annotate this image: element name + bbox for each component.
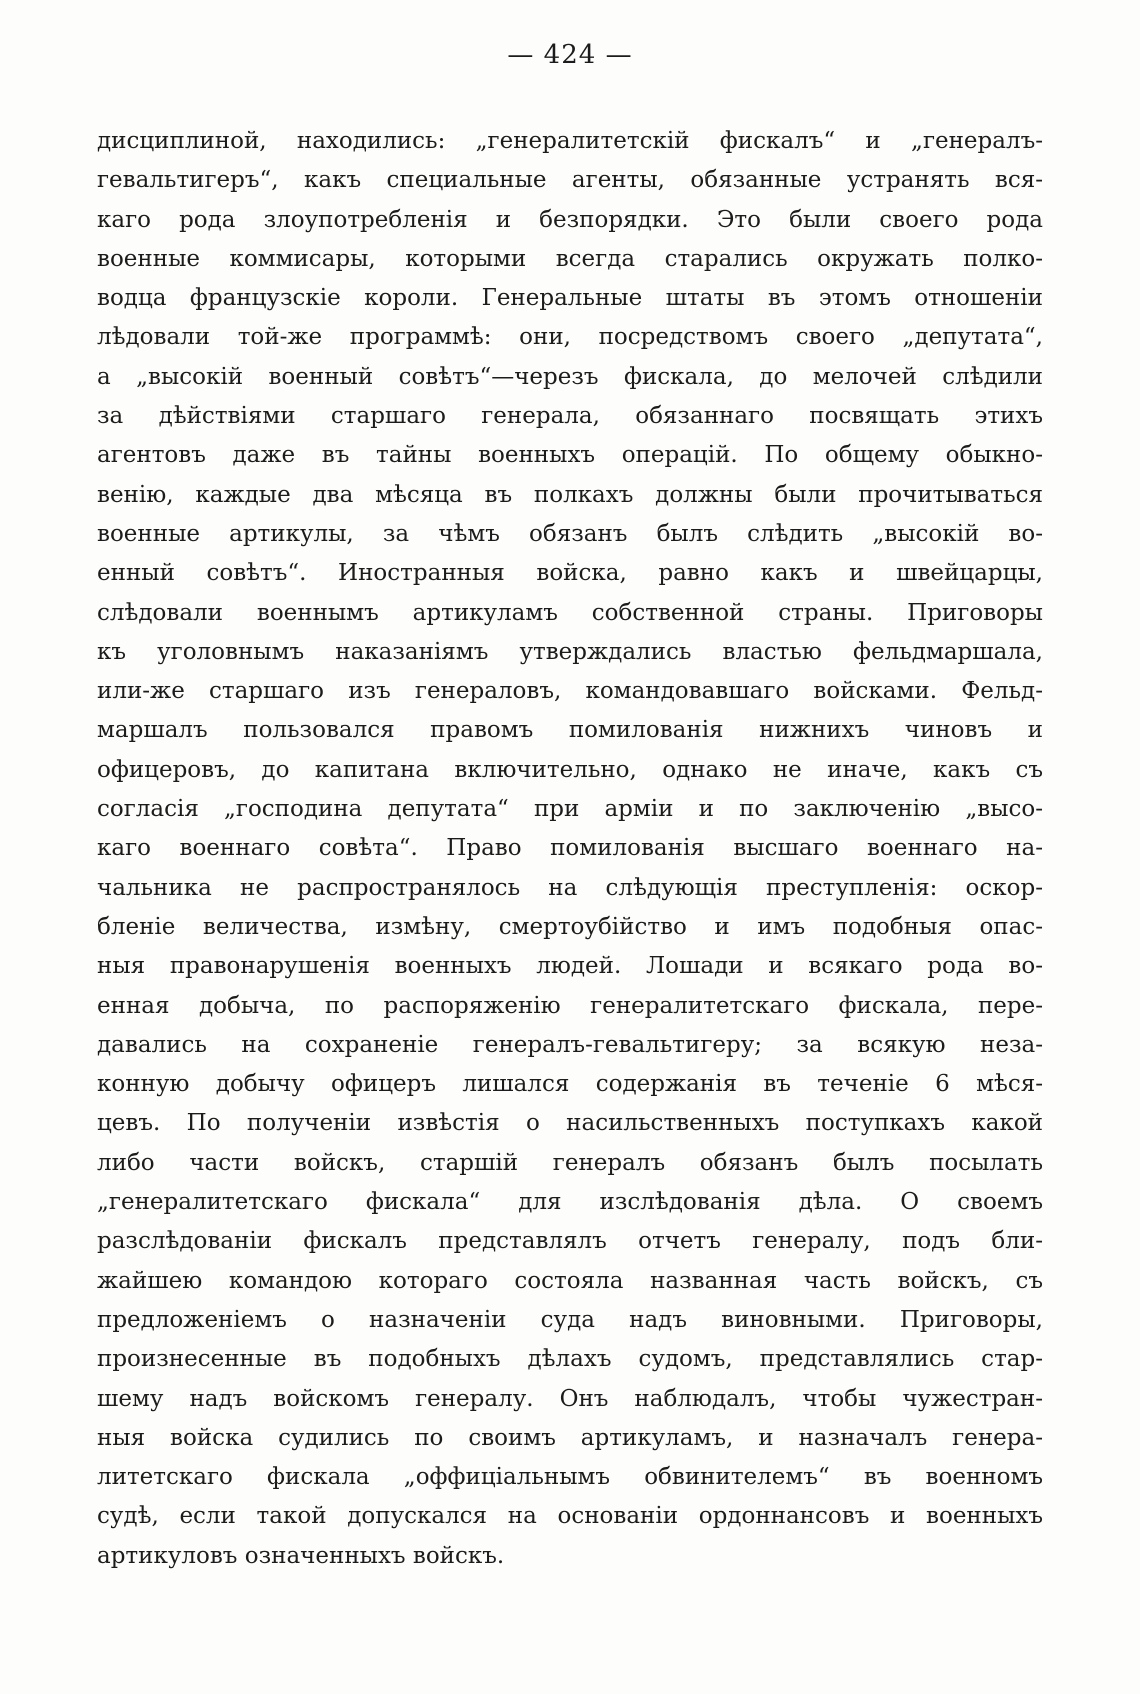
text-line: шему надъ войскомъ генералу. Онъ наблюдалъ, чтобы чужестран- xyxy=(97,1385,1043,1412)
text-line: предложеніемъ о назначеніи суда надъ виновными. Приговоры, xyxy=(97,1306,1043,1333)
text-line: каго военнаго совѣта“. Право помилованія высшаго военнаго на- xyxy=(97,835,1043,862)
text-line: дисциплиной, находились: „генералитетскій фискалъ“ и „генералъ- xyxy=(97,128,1043,154)
text-line: цевъ. По полученіи извѣстія о насильственныхъ поступкахъ какой xyxy=(97,1110,1043,1137)
text-line: енная добыча, по распоряженію генералитетскаго фискала, пере- xyxy=(97,992,1043,1019)
text-line: гевальтигеръ“, какъ специальные агенты, обязанные устранять вся- xyxy=(97,167,1043,194)
text-line: судѣ, если такой допускался на основаніи ордоннансовъ и военныхъ xyxy=(97,1503,1043,1530)
text-line: бленіе величества, измѣну, смертоубійство и имъ подобныя опас- xyxy=(97,913,1043,940)
text-line: енный совѣтъ“. Иностранныя войска, равно какъ и швейцарцы, xyxy=(97,560,1043,587)
text-line: или-же старшаго изъ генераловъ, командовавшаго войсками. Фельд- xyxy=(97,678,1043,705)
text-line-last: артикуловъ означенныхъ войскъ. xyxy=(97,1542,505,1569)
text-line: къ уголовнымъ наказаніямъ утверждались властью фельдмаршала, xyxy=(97,638,1043,665)
text-line: давались на сохраненіе генералъ-гевальтигеру; за всякую неза- xyxy=(97,1031,1043,1058)
text-line: „генералитетскаго фискала“ для изслѣдованія дѣла. О своемъ xyxy=(97,1189,1043,1216)
text-line: офицеровъ, до капитана включительно, однако не иначе, какъ съ xyxy=(97,756,1043,783)
text-line: венію, каждые два мѣсяца въ полкахъ должны были прочитываться xyxy=(97,481,1043,508)
body-text xyxy=(97,122,1043,1576)
text-line: разслѣдованіи фискалъ представлялъ отчетъ генералу, подъ бли- xyxy=(97,1228,1043,1255)
text-line: за дѣйствіями старшаго генерала, обязаннаго посвящать этихъ xyxy=(97,403,1043,430)
text-line: маршалъ пользовался правомъ помилованія нижнихъ чиновъ и xyxy=(97,717,1043,744)
text-line: чальника не распространялось на слѣдующія преступленія: оскор- xyxy=(97,874,1043,901)
text-line: агентовъ даже въ тайны военныхъ операцій. По общему обыкно- xyxy=(97,442,1043,469)
text-line: литетскаго фискала „оффиціальнымъ обвинителемъ“ въ военномъ xyxy=(97,1464,1043,1491)
text-line: согласія „господина депутата“ при арміи и по заключенію „высо- xyxy=(97,796,1043,823)
text-line: ныя войска судились по своимъ артикуламъ, и назначалъ генера- xyxy=(97,1424,1043,1451)
text-line: жайшею командою котораго состояла названная часть войскъ, съ xyxy=(97,1267,1043,1294)
text-line: конную добычу офицеръ лишался содержанія въ теченіе 6 мѣся- xyxy=(97,1071,1043,1098)
text-line: а „высокій военный совѣтъ“—черезъ фискала, до мелочей слѣдили xyxy=(97,363,1043,390)
text-line: произнесенные въ подобныхъ дѣлахъ судомъ, представлялись стар- xyxy=(97,1346,1043,1373)
text-line: военные коммисары, которыми всегда старались окружать полко- xyxy=(97,245,1043,272)
text-line: ныя правонарушенія военныхъ людей. Лошади и всякаго рода во- xyxy=(97,953,1043,980)
text-line: лѣдовали той-же программѣ: они, посредствомъ своего „депутата“, xyxy=(97,324,1043,351)
text-line: слѣдовали военнымъ артикуламъ собственной страны. Приговоры xyxy=(97,599,1043,626)
text-line: каго рода злоупотребленія и безпорядки. Это были своего рода xyxy=(97,206,1043,233)
text-line: либо части войскъ, старшій генералъ обязанъ былъ посылать xyxy=(97,1149,1043,1176)
text-line: военные артикулы, за чѣмъ обязанъ былъ слѣдить „высокій во- xyxy=(97,520,1043,547)
page-number: — 424 — xyxy=(507,40,633,70)
text-line: водца французскіе короли. Генеральные штаты въ этомъ отношеніи xyxy=(97,285,1043,312)
